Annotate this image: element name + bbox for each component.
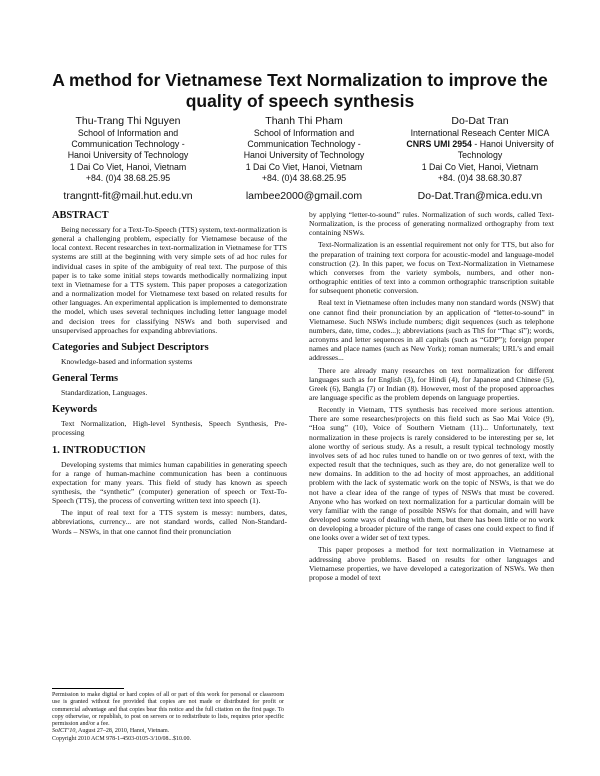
author-2 (216, 115, 392, 202)
right-column (309, 210, 554, 585)
general-terms-heading: General Terms (52, 373, 119, 385)
keywords-heading: Keywords (52, 404, 98, 416)
author-name: Thu-Trang Thi Nguyen (75, 115, 181, 127)
author-email: trangntt-fit@mail.hut.edu.vn (63, 190, 193, 203)
author-phone: +84. (0)4 38.68.25.95 (261, 172, 347, 183)
permission-text: Permission to make digital or hard copies of all or part of this work for personal or classroom use is granted without fee provided that copies are not made or distributed for profit or commercial advantage and that copies bear this notice and the full citation on the first page. To copy otherwise, or republish, to post on servers or to redistribute to lists, requires prior specific permission and/or a fee. (52, 692, 284, 728)
introduction-paragraph: The input of real text for a TTS system is messy: numbers, dates, abbreviations, currency... are not standard words, called Non-Standard-Words – NSWs, in that one cannot find their pronunciation (52, 508, 287, 536)
categories-heading: Categories and Subject Descriptors (52, 341, 209, 353)
author-phone: +84. (0)4 38.68.25.95 (85, 172, 171, 183)
author-phone: +84. (0)4 38.68.30.87 (437, 172, 523, 183)
author-affiliation-line: School of Information and (77, 128, 179, 138)
paper-title: A method for Vietnamese Text Normalization to improve the quality of speech synthesis (52, 70, 548, 111)
categories-text: Knowledge-based and information systems (61, 356, 193, 366)
affiliation-lab-code: CNRS UMI 2954 (406, 139, 472, 150)
author-affiliation-line (392, 139, 568, 161)
author-affiliation-line: Hanoi University of Technology (243, 150, 365, 161)
body-paragraph: Text-Normalization is an essential requirement not only for TTS, but also for the preparation of training text corpora for acoustic-model and language-model construction (2). In this paper, we focus on Text-Normalization in Vietnamese which converses from the variety symbols, numbers, and other non-orthographic entities of text into a common orthographic transcription suitable for subsequent phonetic conversion. (309, 240, 554, 296)
conference-details: , August 27–28, 2010, Hanoi, Vietnam. (75, 728, 170, 735)
author-3 (392, 115, 568, 202)
introduction-paragraph: Developing systems that mimics human capabilities in generating speech for a range of human-machine communication has been a continuous expectation for many years. This field of study has known as speech synthesis, the “synthetic” (computer) generation of speech or Text-To-Speech (TTS), the process of converting written text into speech (1). (52, 459, 287, 506)
author-affiliation-line: International Reseach Center MICA (410, 128, 550, 138)
author-email: lambee2000@gmail.com (245, 190, 363, 203)
left-column (52, 210, 287, 539)
author-name: Thanh Thi Pham (265, 115, 343, 127)
author-affiliation-line: Hanoi University of Technology (67, 150, 189, 161)
author-email: Do-Dat.Tran@mica.edu.vn (417, 190, 543, 203)
author-1 (40, 115, 216, 202)
body-paragraph: Real text in Vietnamese often includes many non standard words (NSW) that one cannot find their pronunciation by an application of “letter-to-sound” in Vietnamese. Such NSWs include numbers; digit sequences (such as telephone numbers, date, time, codes...); abbreviations (such as ThS for “Thạc sĩ”); words, acronyms and letter sequences in all capitals (such as “GDP”); foreign proper names and place names (such as New York); roman numerals; URL’s and email addresses... (309, 298, 554, 363)
author-affiliation-line: Communication Technology - (247, 139, 361, 150)
body-paragraph: This paper proposes a method for text normalization in Vietnamese at addressing above problems. Based on results for other languages and Vietnamese properties, we have developed a categorization of NSWs. We then propose a model of text (309, 545, 554, 582)
author-address-line: 1 Dai Co Viet, Hanoi, Vietnam (421, 161, 539, 172)
author-address-line: 1 Dai Co Viet, Hanoi, Vietnam (245, 161, 363, 172)
author-address-line: 1 Dai Co Viet, Hanoi, Vietnam (69, 161, 187, 172)
permission-notice (52, 688, 284, 743)
author-name: Do-Dat Tran (451, 115, 509, 127)
introduction-heading: 1. INTRODUCTION (52, 444, 146, 456)
keywords-text: Text Normalization, High-level Synthesis, Speech Synthesis, Pre-processing (52, 419, 287, 438)
body-paragraph: by applying “letter-to-sound” rules. Normalization of such words, called Text-Normalization, is the process of generating normalized orthography from text containing NSWs. (309, 210, 554, 238)
author-affiliation-line: Communication Technology - (71, 139, 185, 150)
copyright-line: Copyright 2010 ACM 978-1-4503-0105-3/10/08...$10.00. (52, 735, 191, 742)
conference-line (52, 728, 284, 735)
affiliation-university: - Hanoi University of Technology (457, 139, 554, 161)
conference-name: SoICT’10 (52, 728, 76, 735)
abstract-text: Being necessary for a Text-To-Speech (TTS) system, text-normalization is general a challenging problem, especially for Vietnamese because of the local context. Recent researches in text-normalization in Vietnamese for TTS systems are still at the beginning with very simple sets of ad hoc rules for individual cases in spite of the ambiguity of real text. The purpose of this paper is to take some initial steps towards methodically normalizing input text in Vietnamese for a TTS system. This paper proposes a categorization and a normalization model for Vietnamese text based on related results for other languages. An experimental application is implemented to demonstrate the model, which uses several techniques including letter language model and decision trees for classifying NSWs and both supervised and unsupervised approaches for expanding abbreviations. (52, 225, 287, 335)
general-terms-text: Standardization, Languages. (61, 388, 148, 398)
footnote-rule (52, 688, 124, 689)
author-affiliation-line: School of Information and (253, 128, 355, 138)
body-paragraph: There are already many researches on text normalization for different languages such as for English (3), for Hindi (4), for Japanese and Chinese (5), Greek (6), Bangla (7) or Indian (8). However, most of the proposed approaches are language specific as the problem depends on language properties. (309, 365, 554, 402)
body-paragraph: Recently in Vietnam, TTS synthesis has received more serious attention. There are some researches/projects on this field such as Sao Mai Voice (9), “Hoa sung” (10), Voice of Southern Vietnam (11)... Unfortunately, text normalization in these projects is rarely considered to be interesting per se, let alone worthy of serious study. As a result, a result typical technology mostly involves sets of ad hoc rules tuned to handle on or two genres of text, with the expected result that the techniques, such as they are, do not generalize well to new domains. In addition to the ad hocity of most approaches, an additional problem with the lack of systematic work on the topic of NSWs, is that we do not have a clear idea of the range of types of NSWs that must be covered. Anyone who has worked on text normalization for a particular domain will be very familiar with the range of possible NSWs for that domain, and will have developed some ways of dealing with them, but there has been little or no work on developing a broader picture of the range of cases one could expect to find if one looks over a wider set of text types. (309, 405, 554, 543)
abstract-heading: ABSTRACT (52, 210, 109, 221)
